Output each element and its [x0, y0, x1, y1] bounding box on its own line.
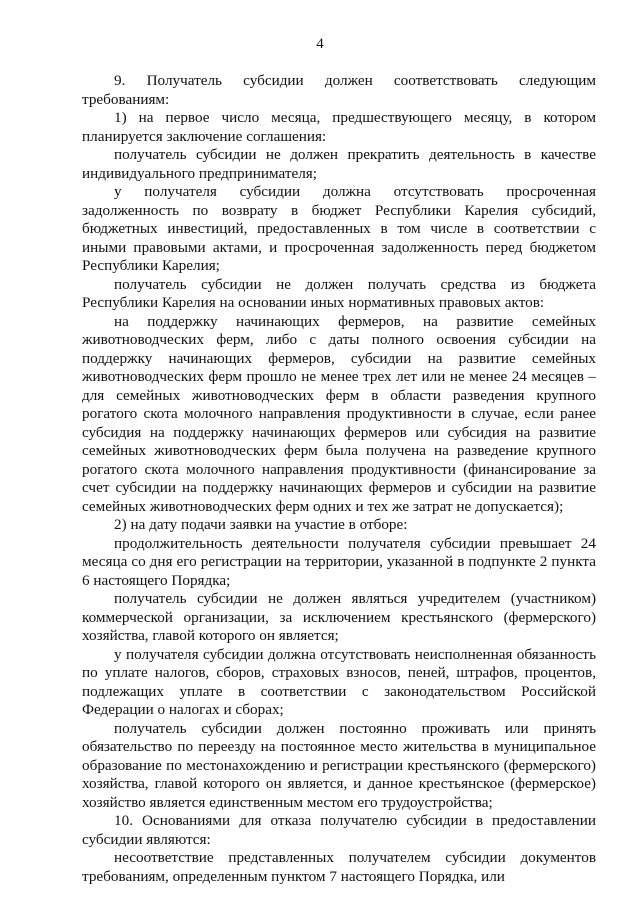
paragraph-10-intro: 10. Основаниями для отказа получателю субсидии в предоставлении субсидии являются:: [82, 812, 596, 848]
paragraph-requirement: у получателя субсидии должна отсутствовать неисполненная обязанность по уплате налогов, сборов, страховых взносов, пеней, штрафов, процентов, подлежащих уплате в соответствии с законодательством Российской Федерации о налогах и сборах;: [82, 645, 596, 718]
paragraph-requirement: получатель субсидии не должен прекратить деятельность в качестве индивидуального предпринимателя;: [82, 146, 596, 182]
paragraph-requirement: продолжительность деятельности получателя субсидии превышает 24 месяца со дня его регистрации на территории, указанной в подпункте 2 пункта 6 настоящего Порядка;: [82, 534, 596, 589]
document-body: [82, 72, 596, 886]
paragraph-subitem-1: 1) на первое число месяца, предшествующего месяцу, в котором планируется заключение соглашения:: [82, 109, 596, 145]
paragraph-requirement: получатель субсидии не должен получать средства из бюджета Республики Карелия на основании иных нормативных правовых актов:: [82, 275, 596, 311]
paragraph-requirement: получатель субсидии должен постоянно проживать или принять обязательство по переезду на постоянное место жительства в муниципальное образование по местонахождению и регистрации крестьянского (фермерского) хозяйства, главой которого он является, и данное крестьянское (фермерское) хозяйство является единственным местом его трудоустройства;: [82, 719, 596, 811]
paragraph-requirement: на поддержку начинающих фермеров, на развитие семейных животноводческих ферм, либо с даты полного освоения субсидии на поддержку начинающих фермеров, субсидии на развитие семейных животноводческих ферм прошло не менее трех лет или не менее 24 месяцев – для семейных животноводческих ферм в области разведения крупного рогатого скота молочного направления продуктивности в случае, если ранее субсидия на поддержку начинающих фермеров или субсидия на развитие семейных животноводческих ферм была получена на разведение крупного рогатого скота молочного направления продуктивности (финансирование за счет субсидии на поддержку начинающих фермеров и субсидии на развитие семейных животноводческих ферм одних и тех же затрат не допускается);: [82, 312, 596, 515]
paragraph-requirement: получатель субсидии не должен являться учредителем (участником) коммерческой организации, за исключением крестьянского (фермерского) хозяйства, главой которого он является;: [82, 590, 596, 644]
paragraph-requirement: у получателя субсидии должна отсутствовать просроченная задолженность по возврату в бюджет Республики Карелия субсидий, бюджетных инвестиций, предоставленных в том числе в соответствии с иными правовыми актами, и просроченная задолженность перед бюджетом Республики Карелия;: [82, 183, 596, 274]
paragraph-9-intro: 9. Получатель субсидии должен соответствовать следующим требованиям:: [82, 72, 596, 108]
paragraph-refusal-ground: несоответствие представленных получателем субсидии документов требованиям, определенным пунктом 7 настоящего Порядка, или: [82, 849, 596, 885]
page-number: 4: [316, 36, 324, 52]
paragraph-subitem-2: 2) на дату подачи заявки на участие в отборе:: [114, 516, 408, 533]
